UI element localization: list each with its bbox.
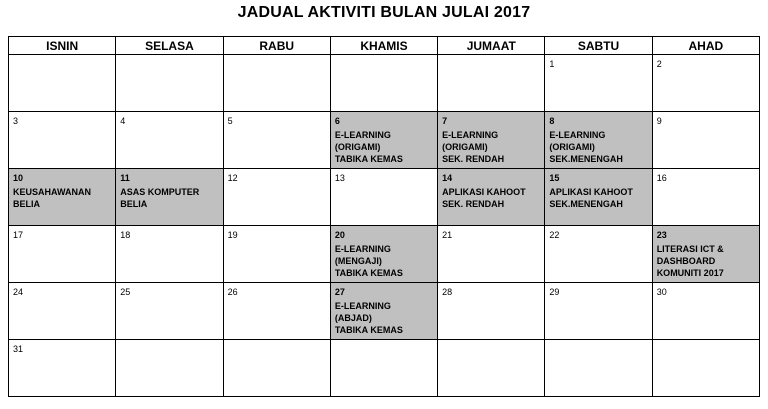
calendar-day-cell xyxy=(438,226,545,283)
day-number: 9 xyxy=(656,116,662,126)
event-text: E-LEARNING (MENGAJI) TABIKA KEMAS xyxy=(334,244,403,278)
week-row xyxy=(9,112,760,169)
day-number: 30 xyxy=(656,287,667,297)
calendar-day-cell xyxy=(438,169,545,226)
calendar-day-cell xyxy=(652,340,759,397)
weekday-header: ISNIN xyxy=(9,37,116,55)
event-text: APLIKASI KAHOOT SEK. RENDAH xyxy=(442,187,526,209)
calendar-day-cell xyxy=(223,112,330,169)
calendar-day-cell xyxy=(438,340,545,397)
day-number: 21 xyxy=(442,230,453,240)
day-number xyxy=(438,340,544,344)
calendar-day-cell xyxy=(223,55,330,112)
calendar-day-cell xyxy=(116,283,223,340)
day-number xyxy=(116,340,222,344)
calendar-day-cell xyxy=(9,340,116,397)
day-number: 28 xyxy=(442,287,453,297)
calendar-day-cell xyxy=(116,226,223,283)
day-number xyxy=(653,340,759,344)
calendar-day-cell xyxy=(223,283,330,340)
calendar-day-cell xyxy=(9,283,116,340)
calendar-day-cell xyxy=(116,340,223,397)
day-number: 18 xyxy=(120,230,131,240)
calendar-day-cell xyxy=(330,55,437,112)
calendar-day-cell xyxy=(438,283,545,340)
calendar-day-cell xyxy=(330,340,437,397)
calendar-title: JADUAL AKTIVITI BULAN JULAI 2017 xyxy=(237,4,531,21)
week-row xyxy=(9,340,760,397)
event-text: E-LEARNING (ORIGAMI) TABIKA KEMAS xyxy=(334,130,403,164)
calendar-day-cell xyxy=(9,55,116,112)
calendar-day-cell xyxy=(438,55,545,112)
day-number xyxy=(224,340,330,344)
day-number: 27 xyxy=(334,287,345,297)
calendar-day-cell xyxy=(545,340,652,397)
weekday-header: AHAD xyxy=(652,37,759,55)
calendar-day-cell xyxy=(223,340,330,397)
day-number: 19 xyxy=(227,230,238,240)
calendar-day-cell xyxy=(9,169,116,226)
week-row xyxy=(9,55,760,112)
week-row xyxy=(9,226,760,283)
calendar-day-cell xyxy=(652,169,759,226)
calendar-day-cell xyxy=(652,112,759,169)
day-number: 5 xyxy=(227,116,233,126)
day-number: 25 xyxy=(120,287,131,297)
day-number: 11 xyxy=(120,173,130,183)
day-number: 26 xyxy=(227,287,238,297)
day-number: 15 xyxy=(549,173,560,183)
day-number: 6 xyxy=(334,116,340,126)
day-number: 12 xyxy=(227,173,238,183)
day-number xyxy=(545,340,651,344)
day-number: 24 xyxy=(13,287,24,297)
weekday-header: KHAMIS xyxy=(330,37,437,55)
calendar-day-cell xyxy=(652,55,759,112)
day-number: 29 xyxy=(549,287,560,297)
day-number xyxy=(438,55,544,59)
calendar-day-cell xyxy=(652,226,759,283)
event-text: E-LEARNING (ORIGAMI) SEK.MENENGAH xyxy=(549,130,623,164)
day-number: 8 xyxy=(549,116,555,126)
calendar-day-cell xyxy=(438,112,545,169)
calendar-day-cell xyxy=(223,169,330,226)
event-text: E-LEARNING (ORIGAMI) SEK. RENDAH xyxy=(442,130,505,164)
event-text: ASAS KOMPUTER BELIA xyxy=(120,187,200,209)
day-number: 22 xyxy=(549,230,560,240)
calendar-day-cell xyxy=(652,283,759,340)
calendar-day-cell xyxy=(330,169,437,226)
calendar-day-cell xyxy=(545,55,652,112)
day-number: 16 xyxy=(656,173,667,183)
calendar-day-cell xyxy=(116,55,223,112)
calendar-day-cell xyxy=(330,283,437,340)
day-number: 2 xyxy=(656,59,662,69)
day-number: 13 xyxy=(334,173,345,183)
calendar-day-cell xyxy=(9,112,116,169)
day-number: 31 xyxy=(13,344,24,354)
calendar-day-cell xyxy=(545,226,652,283)
calendar-day-cell xyxy=(116,112,223,169)
day-number: 4 xyxy=(120,116,126,126)
day-number: 20 xyxy=(334,230,345,240)
day-number: 1 xyxy=(549,59,555,69)
calendar-table xyxy=(8,36,760,397)
day-number xyxy=(224,55,330,59)
day-number xyxy=(9,55,115,59)
weekday-header-row xyxy=(9,37,760,55)
day-number: 3 xyxy=(13,116,19,126)
day-number xyxy=(116,55,222,59)
day-number: 17 xyxy=(13,230,24,240)
weekday-header: SELASA xyxy=(116,37,223,55)
calendar-day-cell xyxy=(545,112,652,169)
day-number xyxy=(331,55,437,59)
week-row xyxy=(9,283,760,340)
event-text: APLIKASI KAHOOT SEK.MENENGAH xyxy=(549,187,633,209)
day-number: 14 xyxy=(442,173,453,183)
weekday-header: JUMAAT xyxy=(438,37,545,55)
day-number: 23 xyxy=(656,230,667,240)
calendar-body xyxy=(9,55,760,397)
day-number: 10 xyxy=(13,173,24,183)
day-number: 7 xyxy=(442,116,448,126)
weekday-header: SABTU xyxy=(545,37,652,55)
calendar-day-cell xyxy=(545,169,652,226)
calendar-day-cell xyxy=(223,226,330,283)
calendar-day-cell xyxy=(545,283,652,340)
day-number xyxy=(331,340,437,344)
weekday-header: RABU xyxy=(223,37,330,55)
event-text: KEUSAHAWANAN BELIA xyxy=(13,187,92,209)
event-text: LITERASI ICT & DASHBOARD KOMUNITI 2017 xyxy=(656,244,724,278)
calendar-day-cell xyxy=(330,226,437,283)
calendar-day-cell xyxy=(330,112,437,169)
week-row xyxy=(9,169,760,226)
calendar-day-cell xyxy=(9,226,116,283)
calendar-day-cell xyxy=(116,169,223,226)
event-text: E-LEARNING (ABJAD) TABIKA KEMAS xyxy=(334,301,403,335)
